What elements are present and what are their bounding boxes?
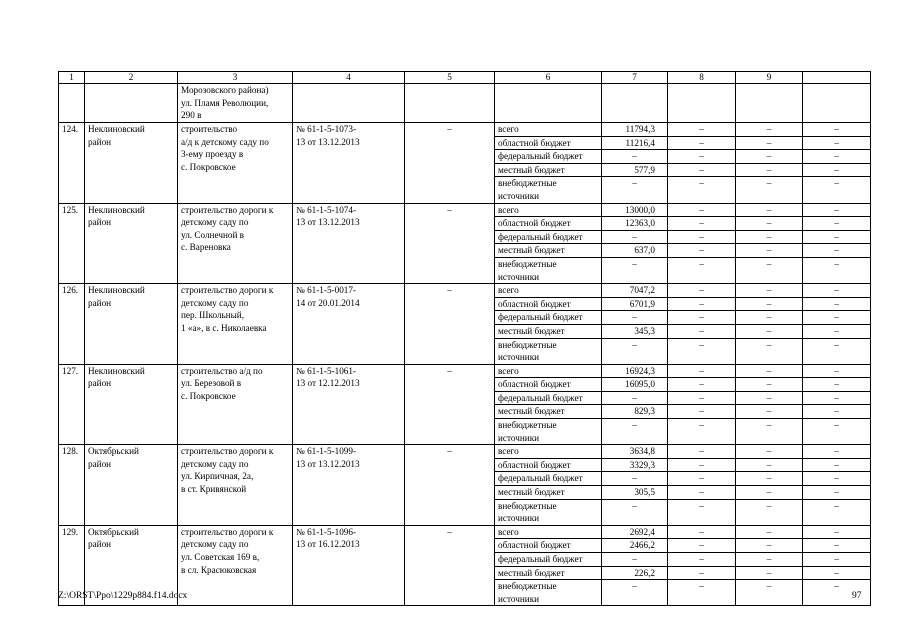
cell-col9: – (736, 472, 803, 486)
cell-amount: – (602, 230, 668, 244)
cell-col9: – (736, 364, 803, 378)
cell-source: федеральный бюджет (495, 230, 602, 244)
cell-amount: 637,0 (602, 244, 668, 258)
cell-source: федеральный бюджет (495, 553, 602, 567)
cell-col10: – (803, 324, 871, 338)
table-row (59, 203, 871, 217)
text-line: строительство дороги к (181, 285, 274, 296)
cell-col9: – (736, 244, 803, 258)
cell-col5: – (405, 525, 495, 606)
name-line: 290 в (181, 110, 202, 121)
text-line: № 61-1-5-1096- (296, 526, 357, 537)
text-line: Неклиновский (88, 124, 145, 134)
cell-source: местный бюджет (495, 244, 602, 258)
cell-amount: 6701,9 (602, 297, 668, 311)
cell-col8 (668, 84, 736, 123)
cell-col9: – (736, 324, 803, 338)
cell-amount (602, 84, 668, 123)
cell-decree (293, 84, 405, 123)
cell-col10: – (803, 123, 871, 137)
table-row (59, 284, 871, 298)
cell-district (85, 284, 178, 365)
page-number: 97 (852, 591, 862, 601)
cell-project-name (178, 203, 293, 284)
cell-number: 127. (59, 364, 85, 445)
table-row (59, 525, 871, 539)
cell-source: областной бюджет (495, 458, 602, 472)
text-line: с. Покровское (181, 390, 236, 401)
cell-col8: – (668, 539, 736, 553)
cell-col8: – (668, 566, 736, 580)
cell-col10: – (803, 217, 871, 231)
name-line: Морозовского района) (181, 85, 269, 95)
cell-col9: – (736, 458, 803, 472)
cell-amount: – (602, 553, 668, 567)
cell-number: 126. (59, 284, 85, 365)
text-line: строительство дороги к (181, 204, 274, 215)
cell-col8: – (668, 553, 736, 567)
cell-col8: – (668, 499, 736, 525)
cell-amount: – (602, 150, 668, 164)
text-line: а/д к детскому саду по (181, 136, 269, 147)
table-row (59, 445, 871, 459)
text-line: строительство (181, 124, 238, 134)
cell-col8: – (668, 150, 736, 164)
cell-source: областной бюджет (495, 378, 602, 392)
cell-source (495, 499, 602, 525)
cell-source: федеральный бюджет (495, 391, 602, 405)
text-line: ул. Солнечной в (181, 229, 245, 240)
cell-number (59, 84, 85, 123)
cell-amount: – (602, 311, 668, 325)
cell-col9: – (736, 230, 803, 244)
cell-amount: – (602, 257, 668, 283)
cell-col9: – (736, 391, 803, 405)
cell-col10: – (803, 136, 871, 150)
cell-source (495, 419, 602, 445)
text-line: с. Вареновка (181, 242, 231, 253)
column-number: 7 (602, 72, 668, 84)
cell-col9: – (736, 203, 803, 217)
cell-col10: – (803, 405, 871, 419)
text-line: в ст. Кривянской (181, 484, 247, 495)
cell-col9: – (736, 566, 803, 580)
cell-amount: 16095,0 (602, 378, 668, 392)
cell-amount: 3329,3 (602, 458, 668, 472)
text-line: 13 от 13.12.2013 (296, 458, 360, 469)
cell-number: 125. (59, 203, 85, 284)
cell-col10 (803, 84, 871, 123)
cell-project-name (178, 84, 293, 123)
cell-col8: – (668, 486, 736, 500)
cell-source: всего (495, 525, 602, 539)
cell-decree (293, 445, 405, 526)
text-line: внебюджетные (498, 339, 557, 350)
column-number: 6 (495, 72, 602, 84)
cell-project-name (178, 445, 293, 526)
text-line: строительство дороги к (181, 446, 274, 457)
text-line: пер. Школьный, (181, 310, 244, 321)
cell-col8: – (668, 163, 736, 177)
cell-col9: – (736, 486, 803, 500)
cell-col10: – (803, 472, 871, 486)
cell-col8: – (668, 580, 736, 606)
footer-file-path: Z:\ORST\Ppo\1229p884.f14.docx (58, 591, 188, 601)
cell-col8: – (668, 257, 736, 283)
text-line: источники (498, 352, 540, 363)
cell-col9: – (736, 123, 803, 137)
cell-col9: – (736, 150, 803, 164)
cell-district (85, 123, 178, 204)
continued-row (59, 84, 871, 123)
cell-source (495, 177, 602, 203)
text-line: Неклиновский (88, 285, 145, 296)
cell-col5 (405, 84, 495, 123)
cell-col8: – (668, 311, 736, 325)
cell-col8: – (668, 284, 736, 298)
cell-amount: – (602, 419, 668, 445)
column-number: 9 (736, 72, 803, 84)
column-number: 3 (178, 72, 293, 84)
cell-district (85, 445, 178, 526)
cell-col10: – (803, 539, 871, 553)
cell-col10: – (803, 364, 871, 378)
cell-col8: – (668, 458, 736, 472)
cell-col10: – (803, 419, 871, 445)
text-line: строительство дороги к (181, 526, 274, 537)
cell-col8: – (668, 378, 736, 392)
column-number: 4 (293, 72, 405, 84)
cell-amount: 345,3 (602, 324, 668, 338)
cell-source: всего (495, 203, 602, 217)
cell-source: всего (495, 364, 602, 378)
cell-col10: – (803, 553, 871, 567)
cell-col9: – (736, 257, 803, 283)
text-line: детскому саду по (181, 458, 249, 469)
text-line: № 61-1-5-1099- (296, 446, 357, 457)
text-line: внебюджетные (498, 500, 557, 511)
cell-source: всего (495, 445, 602, 459)
cell-col10: – (803, 566, 871, 580)
cell-decree (293, 284, 405, 365)
cell-col10: – (803, 525, 871, 539)
text-line: внебюджетные (498, 258, 557, 269)
cell-col9: – (736, 297, 803, 311)
table-row (59, 123, 871, 137)
text-line: район (88, 458, 112, 469)
text-line: Неклиновский (88, 204, 145, 215)
cell-col10: – (803, 284, 871, 298)
column-number: 2 (85, 72, 178, 84)
cell-col9: – (736, 177, 803, 203)
text-line: 13 от 12.12.2013 (296, 378, 360, 389)
cell-col10: – (803, 163, 871, 177)
cell-district (85, 84, 178, 123)
cell-source: местный бюджет (495, 566, 602, 580)
cell-col10: – (803, 458, 871, 472)
cell-col10: – (803, 378, 871, 392)
text-line: 14 от 20.01.2014 (296, 297, 360, 308)
cell-amount: 226,2 (602, 566, 668, 580)
text-line: с. Покровское (181, 161, 236, 172)
cell-col5: – (405, 284, 495, 365)
cell-col8: – (668, 472, 736, 486)
cell-project-name (178, 123, 293, 204)
cell-decree (293, 364, 405, 445)
text-line: Неклиновский (88, 365, 145, 376)
cell-col8: – (668, 203, 736, 217)
cell-col10: – (803, 244, 871, 258)
cell-col9: – (736, 580, 803, 606)
text-line: Октябрьский (88, 526, 139, 537)
cell-col9: – (736, 405, 803, 419)
cell-amount: 829,3 (602, 405, 668, 419)
cell-amount: 2692,4 (602, 525, 668, 539)
cell-decree (293, 203, 405, 284)
cell-col5: – (405, 203, 495, 284)
cell-number: 129. (59, 525, 85, 606)
cell-number: 128. (59, 445, 85, 526)
cell-col5: – (405, 364, 495, 445)
text-line: внебюджетные (498, 420, 557, 431)
column-number (803, 72, 871, 84)
cell-amount: 11794,3 (602, 123, 668, 137)
text-line: источники (498, 271, 540, 282)
cell-col10: – (803, 580, 871, 606)
cell-col8: – (668, 136, 736, 150)
cell-col10: – (803, 230, 871, 244)
cell-col10: – (803, 177, 871, 203)
text-line: район (88, 136, 112, 147)
cell-amount: 3634,8 (602, 445, 668, 459)
cell-col5: – (405, 123, 495, 204)
cell-col8: – (668, 525, 736, 539)
cell-col9: – (736, 338, 803, 364)
cell-source: областной бюджет (495, 136, 602, 150)
cell-source: федеральный бюджет (495, 150, 602, 164)
cell-source (495, 338, 602, 364)
cell-col10: – (803, 257, 871, 283)
cell-col5: – (405, 445, 495, 526)
text-line: № 61-1-5-0017- (296, 285, 357, 296)
cell-project-name (178, 364, 293, 445)
cell-col8: – (668, 244, 736, 258)
text-line: детскому саду по (181, 297, 249, 308)
cell-source (495, 580, 602, 606)
cell-col9: – (736, 445, 803, 459)
cell-col8: – (668, 445, 736, 459)
cell-col8: – (668, 419, 736, 445)
text-line: источники (498, 593, 540, 604)
cell-source (495, 257, 602, 283)
cell-source: федеральный бюджет (495, 472, 602, 486)
cell-source: областной бюджет (495, 539, 602, 553)
cell-source: всего (495, 284, 602, 298)
cell-amount: – (602, 499, 668, 525)
cell-amount: 7047,2 (602, 284, 668, 298)
text-line: ул. Кирпичная, 2а, (181, 471, 254, 482)
cell-col10: – (803, 297, 871, 311)
cell-col9: – (736, 136, 803, 150)
text-line: детскому саду по (181, 217, 249, 228)
text-line: Октябрьский (88, 446, 139, 457)
cell-amount: 2466,2 (602, 539, 668, 553)
text-line: № 61-1-5-1061- (296, 365, 357, 376)
text-line: 13 от 16.12.2013 (296, 539, 360, 550)
cell-source: всего (495, 123, 602, 137)
table-row (59, 364, 871, 378)
text-line: 13 от 13.12.2013 (296, 136, 360, 147)
cell-col8: – (668, 217, 736, 231)
text-line: источники (498, 190, 540, 201)
cell-decree (293, 525, 405, 606)
cell-col8: – (668, 177, 736, 203)
cell-col9: – (736, 419, 803, 445)
cell-district (85, 203, 178, 284)
cell-col8: – (668, 324, 736, 338)
cell-source: областной бюджет (495, 217, 602, 231)
column-number-row (59, 72, 871, 84)
cell-col8: – (668, 230, 736, 244)
cell-col9: – (736, 553, 803, 567)
column-number: 8 (668, 72, 736, 84)
cell-col10: – (803, 311, 871, 325)
cell-district (85, 364, 178, 445)
cell-amount: – (602, 472, 668, 486)
cell-amount: – (602, 391, 668, 405)
program-table (58, 71, 871, 606)
text-line: в сл. Красюковская (181, 564, 257, 575)
cell-col9: – (736, 378, 803, 392)
cell-col10: – (803, 499, 871, 525)
text-line: строительство а/д по (181, 365, 263, 376)
text-line: № 61-1-5-1074- (296, 204, 357, 215)
text-line: ул. Березовой в (181, 378, 242, 389)
cell-source: местный бюджет (495, 486, 602, 500)
text-line: внебюджетные (498, 178, 557, 189)
text-line: источники (498, 513, 540, 524)
text-line: внебюджетные (498, 581, 557, 592)
cell-col9: – (736, 499, 803, 525)
text-line: 1 «а», в с. Николаевка (181, 322, 267, 333)
cell-col8: – (668, 364, 736, 378)
cell-source: федеральный бюджет (495, 311, 602, 325)
cell-col10: – (803, 445, 871, 459)
cell-col9: – (736, 217, 803, 231)
cell-amount: – (602, 580, 668, 606)
text-line: 3-ему проезду в (181, 149, 244, 160)
text-line: ул. Советская 169 в, (181, 552, 260, 562)
cell-col9: – (736, 539, 803, 553)
cell-col8: – (668, 391, 736, 405)
cell-col9: – (736, 311, 803, 325)
cell-col9: – (736, 284, 803, 298)
cell-amount: 12363,0 (602, 217, 668, 231)
cell-amount: – (602, 177, 668, 203)
cell-project-name (178, 284, 293, 365)
cell-col10: – (803, 391, 871, 405)
cell-col8: – (668, 297, 736, 311)
column-number: 5 (405, 72, 495, 84)
cell-col10: – (803, 203, 871, 217)
cell-col8: – (668, 123, 736, 137)
cell-project-name (178, 525, 293, 606)
name-line: ул. Пламя Революции, (181, 97, 269, 108)
cell-amount: – (602, 338, 668, 364)
text-line: район (88, 378, 112, 389)
cell-source: местный бюджет (495, 163, 602, 177)
cell-col8: – (668, 338, 736, 364)
cell-amount: 16924,3 (602, 364, 668, 378)
column-number: 1 (59, 72, 85, 84)
cell-col9: – (736, 525, 803, 539)
text-line: район (88, 297, 112, 308)
cell-number: 124. (59, 123, 85, 204)
cell-amount: 577,9 (602, 163, 668, 177)
cell-source: местный бюджет (495, 324, 602, 338)
cell-decree (293, 123, 405, 204)
text-line: № 61-1-5-1073- (296, 124, 357, 134)
cell-amount: 305,5 (602, 486, 668, 500)
text-line: район (88, 539, 112, 550)
text-line: район (88, 217, 112, 228)
cell-col10: – (803, 338, 871, 364)
cell-amount: 11216,4 (602, 136, 668, 150)
cell-col8: – (668, 405, 736, 419)
cell-amount: 13000,0 (602, 203, 668, 217)
text-line: детскому саду по (181, 539, 249, 550)
cell-col9 (736, 84, 803, 123)
cell-source: областной бюджет (495, 297, 602, 311)
cell-col10: – (803, 150, 871, 164)
cell-col9: – (736, 163, 803, 177)
cell-source: местный бюджет (495, 405, 602, 419)
text-line: 13 от 13.12.2013 (296, 217, 360, 228)
text-line: источники (498, 432, 540, 443)
cell-col10: – (803, 486, 871, 500)
cell-source (495, 84, 602, 123)
